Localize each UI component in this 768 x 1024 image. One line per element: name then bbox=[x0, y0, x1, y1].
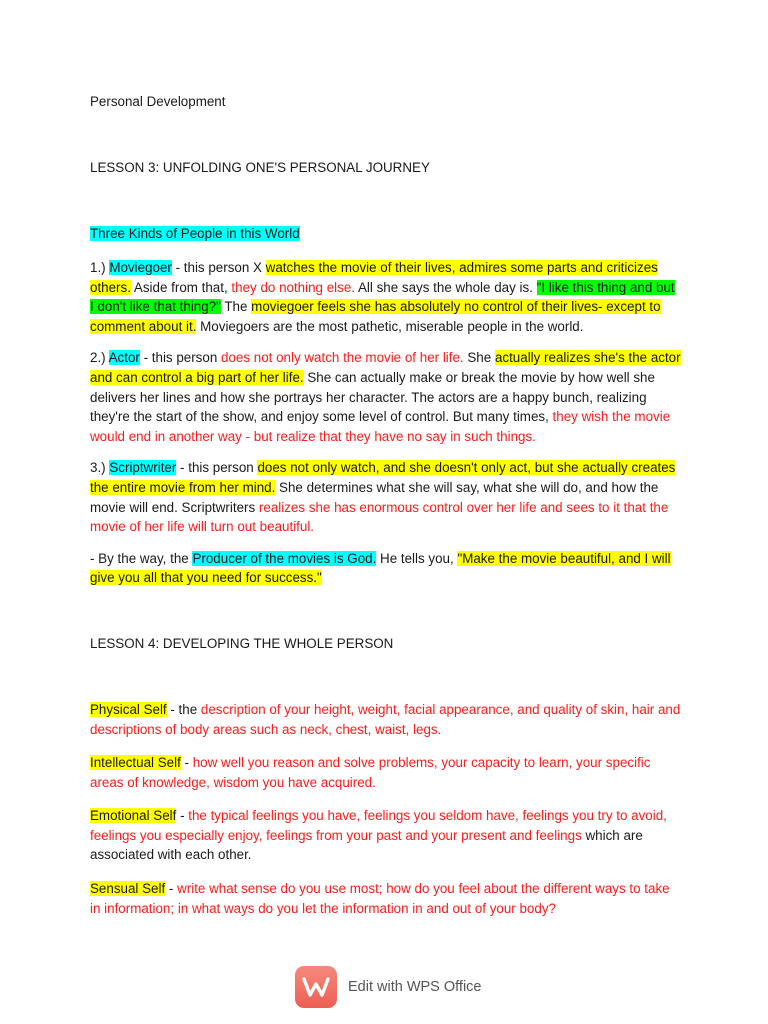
text-run: She determines what she will say, what she will do, and how the movie will end. Scriptwriters bbox=[90, 479, 659, 515]
text-run: She can actually make or break the movie by how well she delivers her lines and how she portrays her character. The actors are a happy bunch, realizing they're the start of the show, and enjoy some level of control. But many times, bbox=[90, 369, 655, 425]
text-run: the typical feelings you have, feelings you seldom have, feelings you try to avoid, feelings you especially enjoy, feelings from your past and your present and feelings bbox=[90, 808, 667, 843]
spacer bbox=[90, 537, 682, 549]
text-run: Moviegoer bbox=[109, 260, 172, 275]
text-run: 2.) bbox=[90, 350, 109, 366]
paragraph-scriptwriter bbox=[90, 458, 682, 536]
spacer bbox=[90, 654, 682, 700]
text-run: watches the movie of their lives, admires some parts and criticizes others. bbox=[90, 260, 658, 295]
text-run: - this person bbox=[176, 460, 258, 476]
text-run: 3.) bbox=[90, 460, 110, 476]
text-run: Moviegoers are the most pathetic, miserable people in the world. bbox=[196, 318, 584, 334]
paragraph-intellectual-self bbox=[90, 753, 682, 792]
text-run: He tells you, bbox=[376, 550, 458, 566]
spacer bbox=[90, 178, 682, 224]
text-run: - By the way, the bbox=[90, 550, 193, 566]
text-run: - this person X bbox=[171, 260, 266, 275]
paragraph-emotional-self bbox=[90, 806, 682, 865]
document-title: Personal Development bbox=[90, 94, 226, 109]
paragraph-sensual-self bbox=[90, 879, 682, 918]
text-run: does not only watch the movie of her life. bbox=[221, 350, 464, 366]
section-subheading bbox=[90, 224, 682, 244]
text-run: write what sense do you use most; how do you feel about the different ways to take in information; in what ways do you let the information in and out of your body? bbox=[90, 881, 670, 916]
text-run: - the bbox=[166, 701, 201, 717]
text-run: which are associated with each other. bbox=[90, 827, 643, 863]
paragraph-physical-self bbox=[90, 700, 682, 739]
text-run: Producer of the movies is God. bbox=[192, 550, 377, 566]
text-run: Intellectual Self bbox=[90, 755, 181, 771]
spacer bbox=[90, 588, 682, 634]
paragraph-producer bbox=[90, 549, 682, 588]
text-run: Aside from that, bbox=[130, 279, 232, 295]
text-run: Physical Self bbox=[90, 701, 167, 717]
lesson4-heading: LESSON 4: DEVELOPING THE WHOLE PERSON bbox=[90, 635, 394, 651]
spacer bbox=[90, 792, 682, 806]
spacer bbox=[90, 446, 682, 458]
text-run: All she says the whole day is. bbox=[355, 279, 537, 295]
edit-with-wps-label[interactable]: Edit with WPS Office bbox=[348, 979, 482, 995]
text-run: description of your height, weight, facial appearance, and quality of skin, hair and descriptions of body areas such as neck, chest, waist, legs. bbox=[90, 701, 681, 737]
text-run: Emotional Self bbox=[90, 808, 177, 824]
text-run: does not only watch, and she doesn't only act, but she actually creates the entire movie from her mind. bbox=[90, 460, 676, 495]
wps-office-logo-icon[interactable] bbox=[295, 966, 337, 1008]
text-run: She bbox=[463, 350, 495, 366]
text-run: - bbox=[180, 755, 193, 771]
text-run: they wish the movie would end in another way - but realize that they have no say in such things. bbox=[90, 409, 671, 444]
text-run: "Make the movie beautiful, and I will give you all that you need for success." bbox=[90, 550, 671, 586]
text-run: realizes she has enormous control over her life and sees to it that the movie of her life will turn out beautiful. bbox=[90, 499, 669, 535]
paragraph-moviegoer bbox=[90, 258, 682, 336]
text-run: Scriptwriter bbox=[109, 460, 177, 476]
document-body bbox=[90, 92, 682, 918]
paragraph-actor bbox=[90, 348, 682, 446]
spacer bbox=[90, 244, 682, 258]
text-run: Actor bbox=[108, 350, 140, 366]
edit-with-wps-banner[interactable] bbox=[295, 965, 495, 1009]
text-run: "I like this thing and but I don't like that thing?" bbox=[90, 279, 675, 315]
text-run: how well you reason and solve problems, your capacity to learn, your specific areas of knowledge, wisdom you have acquired. bbox=[90, 755, 651, 790]
three-kinds-heading: Three Kinds of People in this World bbox=[90, 226, 300, 241]
text-run: Sensual Self bbox=[90, 881, 166, 897]
text-run: - bbox=[165, 881, 178, 897]
text-run: actually realizes she's the actor and can control a big part of her life. bbox=[90, 350, 681, 385]
text-run: 1.) bbox=[90, 260, 110, 275]
spacer bbox=[90, 739, 682, 753]
text-run: moviegoer feels she has absolutely no control of their lives- except to comment about it. bbox=[90, 299, 661, 334]
text-run: they do nothing else. bbox=[231, 279, 356, 295]
text-run: - bbox=[176, 808, 189, 824]
spacer bbox=[90, 336, 682, 348]
spacer bbox=[90, 112, 682, 158]
text-run: The bbox=[220, 299, 252, 315]
spacer bbox=[90, 865, 682, 879]
lesson3-heading: LESSON 3: UNFOLDING ONE'S PERSONAL JOURNEY bbox=[90, 160, 430, 175]
text-run: - this person bbox=[139, 350, 221, 366]
